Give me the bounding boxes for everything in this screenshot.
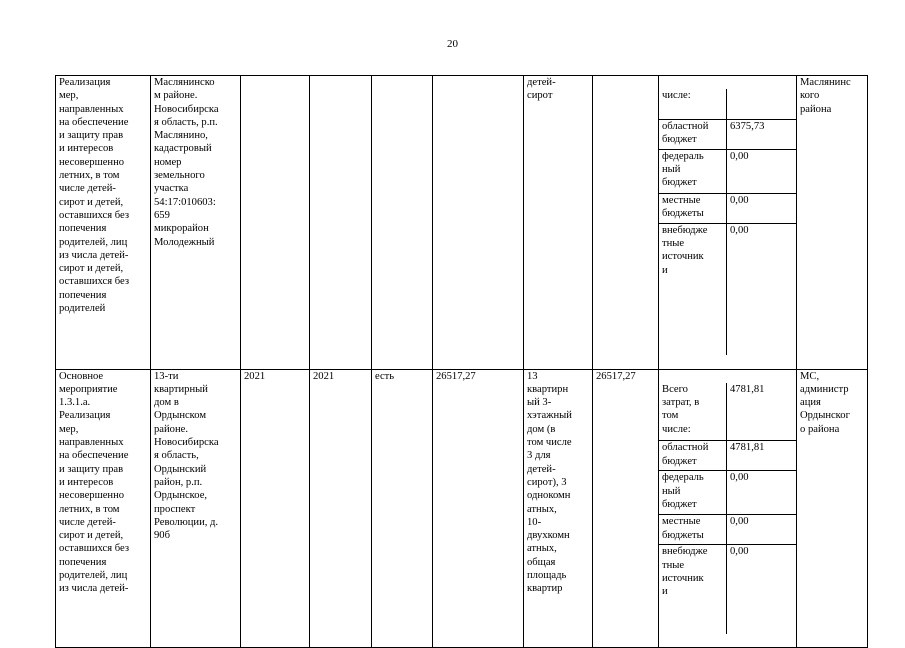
total-cost-cell: 26517,27 (593, 369, 659, 648)
funding-value: 0,00 (727, 471, 797, 515)
responsible-cell: МС, администр ация Ордынског о района (797, 369, 868, 648)
documentation-cell: есть (372, 369, 433, 648)
funding-value: 4781,81 (727, 383, 797, 441)
estimated-cost-cell: 26517,27 (433, 369, 524, 648)
documentation-cell (372, 76, 433, 370)
funding-cell (659, 369, 797, 648)
measures-table (55, 75, 868, 648)
measure-name-cell: Реализация мер, направленных на обеспечение и защиту прав и интересов несовершенно летних, в том числе детей- сирот и детей, оставшихся без попечения родителей, лиц из числа детей- сирот и детей, оставшихся без попечения родителей (56, 76, 151, 370)
funding-subtable (659, 89, 796, 355)
object-location-cell: 13-ти квартирный дом в Ордынском районе. Новосибирска я область, Ордынский район, р.п. Ордынское, проспект Революции, д. 90б (151, 369, 241, 648)
funding-label: внебюдже тные источник и (659, 223, 727, 355)
object-description-cell: детей- сирот (524, 76, 593, 370)
funding-subtable (659, 383, 796, 634)
estimated-cost-cell (433, 76, 524, 370)
funding-label: федераль ный бюджет (659, 149, 727, 193)
responsible-cell: Маслянинс кого района (797, 76, 868, 370)
funding-value: 0,00 (727, 515, 797, 545)
funding-label: Всего затрат, в том числе: (659, 383, 727, 441)
total-cost-cell (593, 76, 659, 370)
object-location-cell: Маслянинско м районе. Новосибирска я область, р.п. Маслянино, кадастровый номер земельного участка 54:17:010603: 659 микрорайон Молодежный (151, 76, 241, 370)
start-year-cell: 2021 (241, 369, 310, 648)
end-year-cell (310, 76, 372, 370)
measure-name-cell: Основное мероприятие 1.3.1.а. Реализация мер, направленных на обеспечение и защиту прав и интересов несовершенно летних, в том числе детей- сирот и детей, оставшихся без попечения родителей, лиц из числа детей- (56, 369, 151, 648)
funding-value: 6375,73 (727, 119, 797, 149)
funding-value: 4781,81 (727, 441, 797, 471)
table-row (56, 369, 868, 648)
funding-value: 0,00 (727, 193, 797, 223)
start-year-cell (241, 76, 310, 370)
funding-label: числе: (659, 89, 727, 119)
funding-value: 0,00 (730, 546, 749, 558)
funding-value: 0,00 (730, 224, 749, 236)
table-row (56, 76, 868, 370)
funding-value: 0,00 (727, 149, 797, 193)
funding-value (727, 89, 797, 119)
funding-cell (659, 76, 797, 370)
funding-label: областной бюджет (659, 441, 727, 471)
funding-label: областной бюджет (659, 119, 727, 149)
page-number: 20 (447, 38, 458, 50)
funding-label: местные бюджеты (659, 193, 727, 223)
end-year-cell: 2021 (310, 369, 372, 648)
funding-label: местные бюджеты (659, 515, 727, 545)
funding-label: федераль ный бюджет (659, 471, 727, 515)
object-description-cell: 13 квартирн ый 3- хэтажный дом (в том числе 3 для детей- сирот), 3 однокомн атных, 10- двухкомн атных, общая площадь квартир (524, 369, 593, 648)
funding-label: внебюдже тные источник и (659, 545, 727, 634)
